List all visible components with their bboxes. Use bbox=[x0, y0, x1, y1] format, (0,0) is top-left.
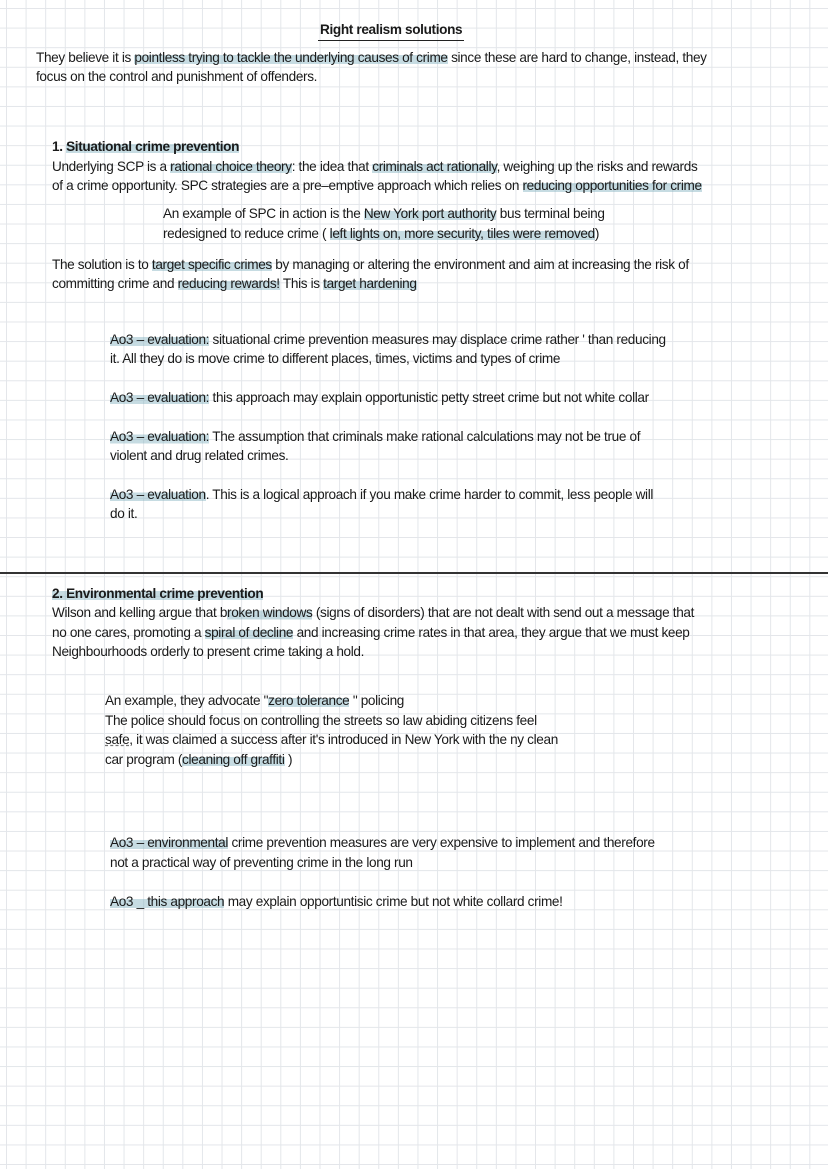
text-segment: since these are hard to change, instead, they bbox=[447, 50, 707, 65]
text-segment: , it was claimed a success after it's introduced in New York with the ny clean bbox=[129, 732, 558, 747]
highlighted-text: pointless trying to tackle the underlying causes of crime bbox=[134, 50, 448, 65]
text-segment: no one cares, promoting a bbox=[52, 625, 205, 640]
evaluation-line bbox=[110, 893, 563, 911]
text-segment: do it. bbox=[110, 506, 138, 521]
highlighted-text: 2. Environmental crime prevention bbox=[52, 586, 264, 601]
evaluation-line bbox=[110, 428, 640, 446]
text-segment: , weighing up the risks and rewards bbox=[496, 159, 698, 174]
text-segment: The police should focus on controlling the streets so law abiding citizens feel bbox=[105, 713, 537, 728]
text-segment: may explain opportuntisic crime but not white collard crime! bbox=[224, 894, 563, 909]
text-segment: Wilson and kelling argue that b bbox=[52, 605, 228, 620]
example-line bbox=[105, 712, 537, 730]
evaluation-line bbox=[110, 331, 666, 349]
text-segment: car program ( bbox=[105, 752, 183, 767]
text-segment: this approach may explain opportunistic petty street crime but not white collar bbox=[209, 390, 649, 405]
text-segment: bus terminal being bbox=[496, 206, 605, 221]
highlighted-text: reducing opportunities for crime bbox=[522, 178, 702, 193]
highlighted-text: reducing rewards! bbox=[177, 276, 280, 291]
intro-line bbox=[36, 68, 317, 86]
example-line bbox=[105, 731, 558, 749]
text-segment: and increasing crime rates in that area, they argue that we must keep bbox=[293, 625, 690, 640]
text-segment: 1. bbox=[52, 139, 67, 154]
text-segment: . This is a logical approach if you make crime harder to commit, less people will bbox=[205, 487, 654, 502]
text-segment: committing crime and bbox=[52, 276, 178, 291]
evaluation-line bbox=[110, 350, 560, 368]
highlighted-text: Situational crime prevention bbox=[66, 139, 240, 154]
evaluation-line bbox=[110, 486, 653, 504]
text-segment: Underlying SCP is a bbox=[52, 159, 171, 174]
text-segment: redesigned to reduce crime ( bbox=[163, 226, 330, 241]
text-segment: situational crime prevention measures may displace crime rather ' than reducing bbox=[209, 332, 666, 347]
text-segment: not a practical way of preventing crime in the long run bbox=[110, 855, 413, 870]
evaluation-line bbox=[110, 389, 649, 407]
section-1-text-line bbox=[52, 158, 697, 176]
evaluation-line bbox=[110, 834, 655, 852]
solution-line bbox=[52, 275, 417, 293]
evaluation-line bbox=[110, 447, 288, 465]
highlighted-text: Ao3 – evaluation bbox=[110, 487, 206, 502]
evaluation-line bbox=[110, 854, 413, 872]
highlighted-text: Ao3 – evaluation: bbox=[110, 332, 210, 347]
highlighted-text: roken windows bbox=[227, 605, 313, 620]
highlighted-text: New York port authority bbox=[363, 206, 497, 221]
highlighted-text: target specific crimes bbox=[151, 257, 272, 272]
text-segment: (signs of disorders) that are not dealt with send out a message that bbox=[312, 605, 695, 620]
highlighted-text: left lights on, more security, tiles were removed bbox=[329, 226, 595, 241]
highlighted-text: criminals act rationally bbox=[372, 159, 497, 174]
text-segment: The solution is to bbox=[52, 257, 152, 272]
example-line bbox=[105, 692, 404, 710]
highlighted-text: Ao3 _ this approach bbox=[110, 894, 225, 909]
highlighted-text: Ao3 – evaluation: bbox=[110, 429, 210, 444]
text-segment: focus on the control and punishment of offenders. bbox=[36, 69, 318, 84]
text-segment: ) bbox=[284, 752, 293, 767]
text-segment: An example, they advocate " bbox=[105, 693, 269, 708]
example-line bbox=[163, 225, 599, 243]
text-segment: Neighbourhoods orderly to present crime taking a hold. bbox=[52, 644, 365, 659]
text-segment: " policing bbox=[349, 693, 405, 708]
text-segment: crime prevention measures are very expensive to implement and therefore bbox=[228, 835, 655, 850]
highlighted-text: cleaning off graffiti bbox=[182, 752, 285, 767]
highlighted-text: zero tolerance bbox=[268, 693, 350, 708]
section-1-heading-line bbox=[52, 138, 239, 156]
text-segment: of a crime opportunity. SPC strategies are a pre–emptive approach which relies on bbox=[52, 178, 523, 193]
intro-line bbox=[36, 49, 707, 67]
text-segment: The assumption that criminals make rational calculations may not be true of bbox=[209, 429, 641, 444]
section-2-text-line bbox=[52, 624, 690, 642]
text-segment: violent and drug related crimes. bbox=[110, 448, 289, 463]
text-segment: : the idea that bbox=[291, 159, 373, 174]
highlighted-text: target hardening bbox=[323, 276, 417, 291]
section-2-text-line bbox=[52, 643, 364, 661]
example-line bbox=[163, 205, 605, 223]
highlighted-text: Ao3 – evaluation: bbox=[110, 390, 210, 405]
section-2-heading-line bbox=[52, 585, 263, 603]
text-segment: This is bbox=[279, 276, 324, 291]
highlighted-text: Ao3 – environmental bbox=[110, 835, 229, 850]
section-2-text-line bbox=[52, 604, 694, 622]
page-title: Right realism solutions bbox=[318, 21, 464, 41]
text-segment: An example of SPC in action is the bbox=[163, 206, 364, 221]
text-segment: by managing or altering the environment and aim at increasing the risk of bbox=[271, 257, 689, 272]
section-1-text-line bbox=[52, 177, 702, 195]
text-segment: They believe it is bbox=[36, 50, 135, 65]
solution-line bbox=[52, 256, 689, 274]
highlighted-text: rational choice theory bbox=[170, 159, 292, 174]
text-segment: it. All they do is move crime to different places, times, victims and types of crime bbox=[110, 351, 561, 366]
section-divider bbox=[0, 572, 828, 574]
text-segment: ) bbox=[594, 226, 599, 241]
example-line bbox=[105, 751, 292, 769]
evaluation-line bbox=[110, 505, 137, 523]
text-segment: safe bbox=[105, 732, 130, 747]
highlighted-text: spiral of decline bbox=[204, 625, 294, 640]
